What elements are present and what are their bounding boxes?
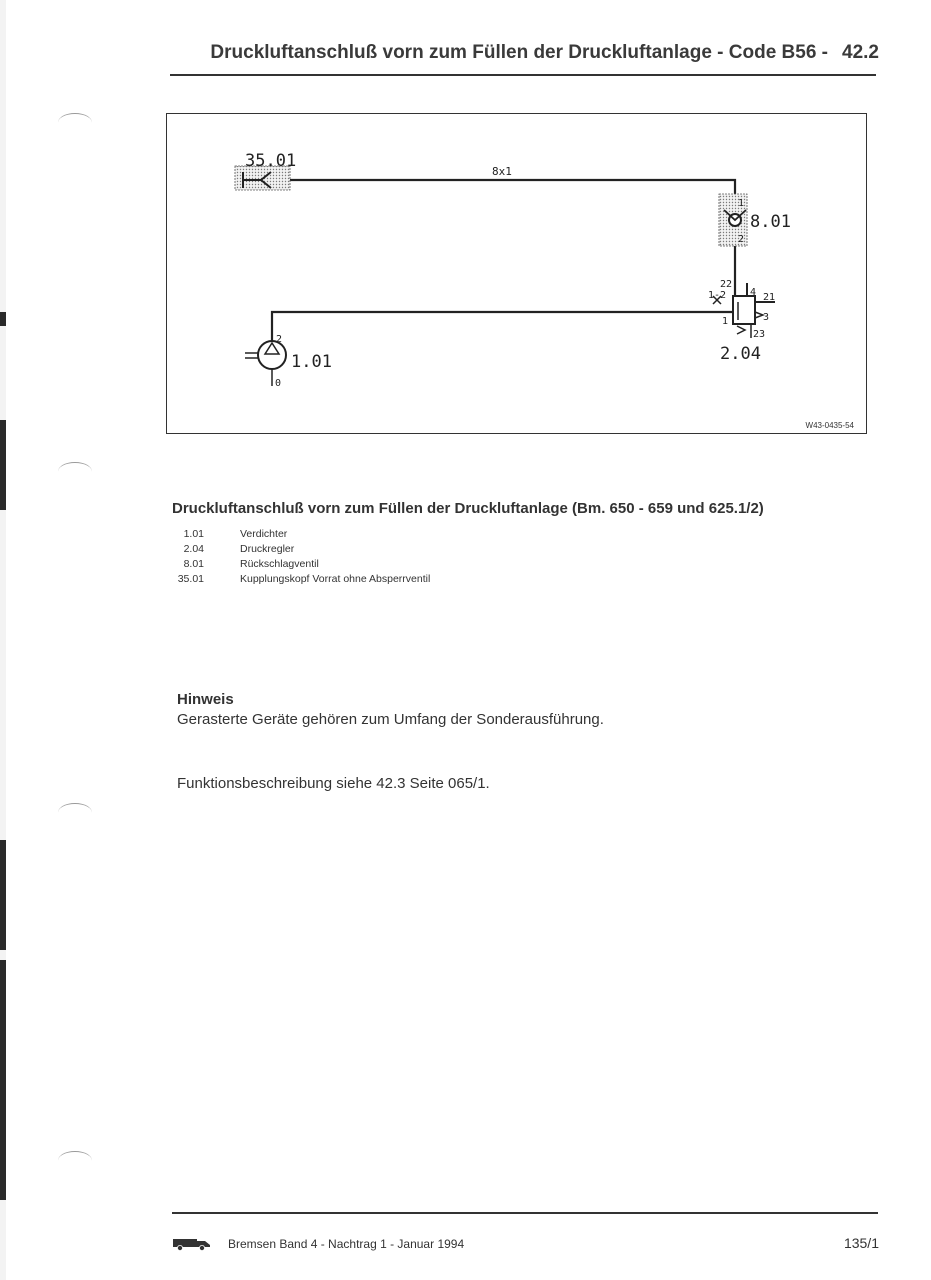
note-text: Gerasterte Geräte gehören zum Umfang der Sonderausführung.	[177, 711, 604, 728]
legend-item	[168, 557, 430, 572]
legend-item	[168, 542, 430, 557]
legend-code: 35.01	[177, 573, 204, 585]
code-35-01: 35.01	[245, 151, 297, 171]
compressor-1-01	[245, 334, 332, 389]
parts-legend	[168, 527, 430, 587]
function-reference: Funktionsbeschreibung siehe 42.3 Seite 065/1.	[177, 775, 490, 792]
port-2-04-22: 22	[720, 279, 733, 290]
diagram-svg	[167, 114, 868, 435]
pipe-lower	[272, 312, 735, 351]
port-2-04-3: 3	[763, 312, 770, 323]
header-divider	[170, 74, 876, 76]
port-2-04-4: 4	[750, 287, 757, 298]
page-title: Druckluftanschluß vorn zum Füllen der Druckluftanlage - Code B56 -	[210, 42, 829, 63]
port-2-04-21: 21	[763, 292, 776, 303]
binder-hole	[58, 113, 92, 132]
coupling-head-35-01	[235, 151, 296, 190]
note-heading: Hinweis	[177, 691, 234, 708]
footer-text: Bremsen Band 4 - Nachtrag 1 - Januar 1994	[228, 1237, 465, 1251]
port-2-04-23: 23	[753, 329, 766, 340]
legend-description: Druckregler	[240, 543, 295, 555]
legend-item	[168, 572, 430, 587]
legend-code: 8.01	[183, 558, 204, 570]
binder-hole	[58, 803, 92, 822]
pressure-regulator-2-04	[708, 279, 775, 364]
legend-code: 1.01	[183, 528, 204, 540]
legend-description: Kupplungskopf Vorrat ohne Absperrventil	[240, 573, 431, 585]
truck-icon	[172, 1235, 212, 1251]
section-number: 42.2	[842, 42, 879, 63]
binder-hole	[58, 1151, 92, 1170]
code-8-01: 8.01	[750, 212, 791, 232]
legend-code: 2.04	[183, 543, 204, 555]
legend-description: Verdichter	[240, 528, 288, 540]
scan-edge	[0, 0, 6, 1280]
page-number: 135/1	[843, 1235, 879, 1251]
legend-description: Rückschlagventil	[240, 558, 319, 570]
page-header	[170, 42, 879, 64]
legend-item	[168, 527, 430, 542]
port-8-01-2: 2	[738, 234, 745, 245]
diagram-caption: Druckluftanschluß vorn zum Füllen der Druckluftanlage (Bm. 650 - 659 und 625.1/2)	[172, 500, 764, 517]
code-1-01: 1.01	[291, 352, 332, 372]
pipe-upper	[261, 180, 735, 196]
port-2-04-1-2: 1-2	[708, 290, 727, 301]
port-1-01-2: 2	[276, 334, 283, 345]
port-8-01-1: 1	[738, 198, 745, 209]
footer-divider	[172, 1212, 878, 1214]
pneumatic-diagram	[166, 113, 867, 434]
port-2-04-1: 1	[722, 316, 729, 327]
line-size-label: 8x1	[492, 165, 512, 178]
port-1-01-0: 0	[275, 378, 282, 389]
code-2-04: 2.04	[720, 344, 761, 364]
drawing-id: W43-0435-54	[805, 421, 854, 430]
binder-hole	[58, 462, 92, 481]
check-valve-8-01	[719, 194, 791, 246]
